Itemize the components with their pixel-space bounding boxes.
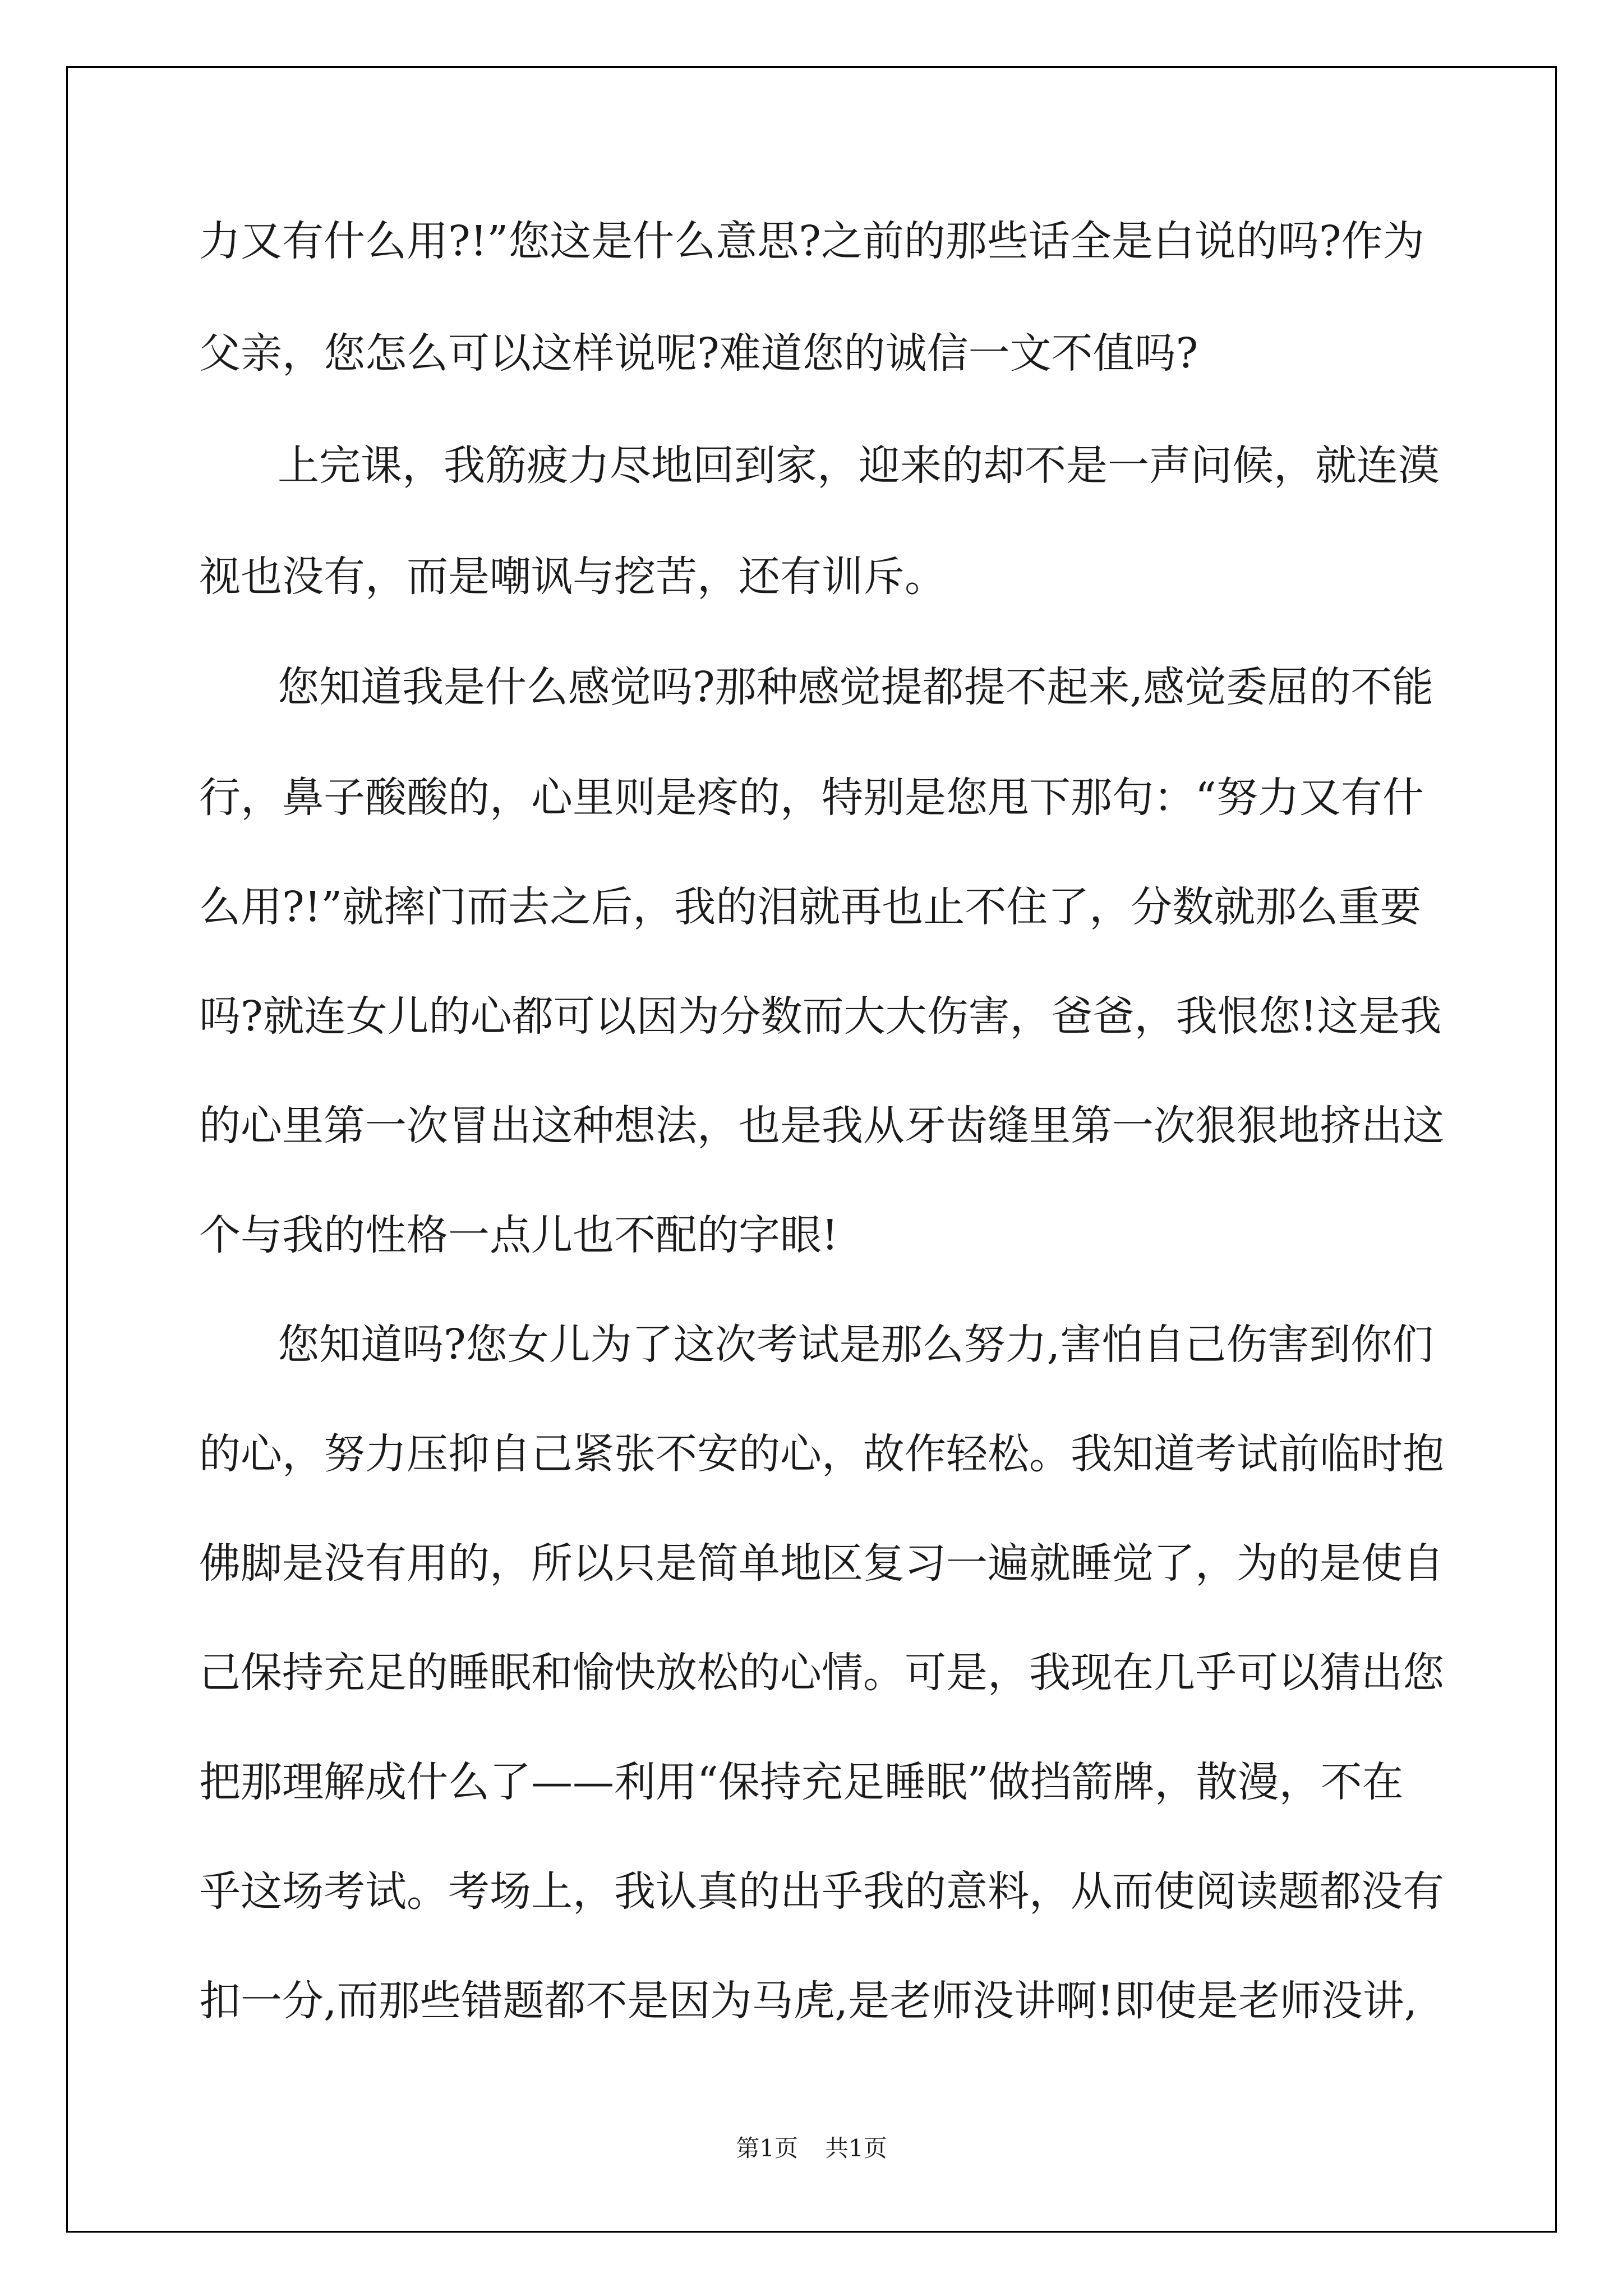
- text-line: 扣一分,而那些错题都不是因为马虎,是老师没讲啊!即使是老师没讲,: [199, 1977, 1418, 2025]
- text-line: 力又有什么用?!”您这是什么意思?之前的那些话全是白说的吗?作为: [199, 217, 1424, 265]
- text-line: 个与我的性格一点儿也不配的字眼!: [199, 1211, 838, 1259]
- text-line: 您知道我是什么感觉吗?那种感觉提都提不起来,感觉委屈的不能: [278, 663, 1434, 711]
- text-line: 佛脚是没有用的，所以只是简单地区复习一遍就睡觉了，为的是使自: [199, 1539, 1444, 1588]
- text-line: 行，鼻子酸酸的，心里则是疼的，特别是您甩下那句：“努力又有什: [199, 774, 1424, 822]
- text-line: 的心，努力压抑自己紧张不安的心，故作轻松。我知道考试前临时抱: [199, 1430, 1444, 1478]
- text-line: 么用?!”就摔门而去之后，我的泪就再也止不住了，分数就那么重要: [199, 883, 1422, 931]
- page-footer: [0, 2132, 1623, 2165]
- text-line: 父亲，您怎么可以这样说呢?难道您的诚信一文不值吗?: [199, 329, 1198, 378]
- text-line: 的心里第一次冒出这种想法，也是我从牙齿缝里第一次狠狠地挤出这: [199, 1102, 1444, 1150]
- text-line: 上完课，我筋疲力尽地回到家，迎来的却不是一声问候，就连漠: [278, 441, 1440, 490]
- page-total: 共1页: [825, 2134, 887, 2162]
- page-number: 第1页: [736, 2134, 798, 2162]
- text-line: 把那理解成什么了——利用“保持充足睡眠”做挡箭牌，散漫，不在: [199, 1758, 1404, 1806]
- text-line: 您知道吗?您女儿为了这次考试是那么努力,害怕自己伤害到你们: [278, 1320, 1434, 1369]
- text-line: 己保持充足的睡眠和愉快放松的心情。可是，我现在几乎可以猜出您: [199, 1649, 1444, 1697]
- text-line: 乎这场考试。考场上，我认真的出乎我的意料，从而使阅读题都没有: [199, 1867, 1444, 1916]
- text-line: 吗?就连女儿的心都可以因为分数而大大伤害，爸爸，我恨您!这是我: [199, 992, 1442, 1041]
- text-line: 视也没有，而是嘲讽与挖苦，还有训斥。: [199, 553, 946, 601]
